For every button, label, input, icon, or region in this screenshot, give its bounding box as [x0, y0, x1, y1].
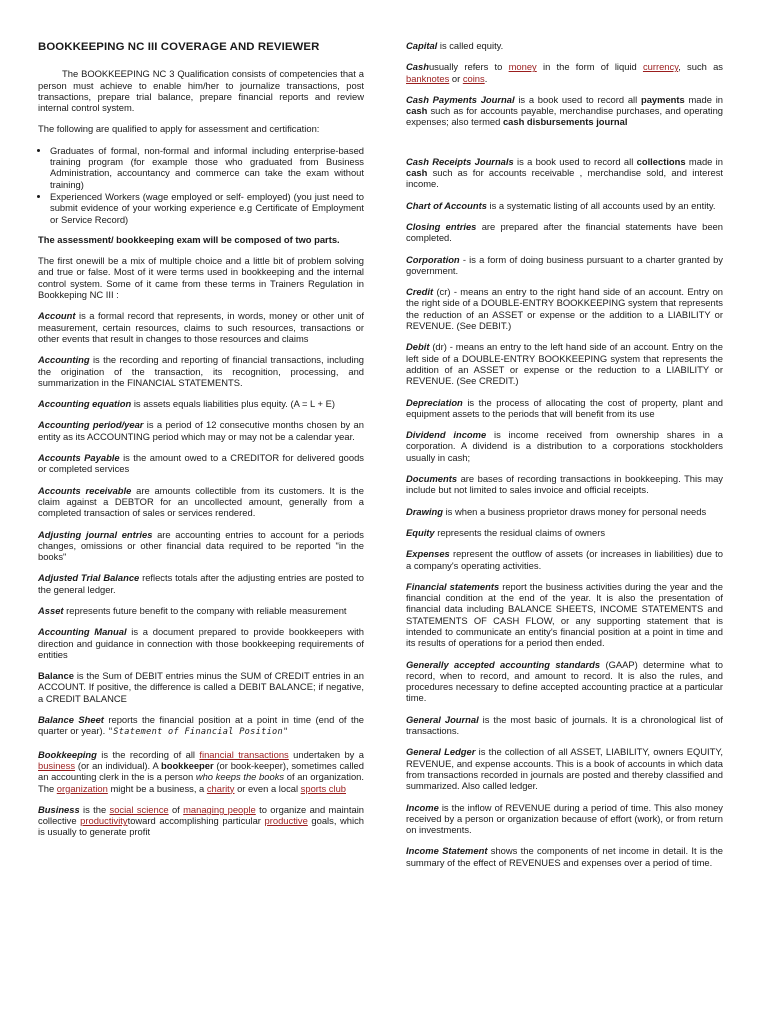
- definition-text: reflects totals after the adjusting entries are posted to the general ledger.: [38, 572, 364, 595]
- link-productivity[interactable]: productivity: [80, 815, 128, 827]
- definition-credit: [406, 286, 723, 331]
- qualified-intro: The following are qualified to apply for assessment and certification:: [38, 123, 320, 135]
- term: Capital: [406, 40, 438, 51]
- term: Accounting equation: [38, 398, 132, 410]
- term: General Journal: [406, 713, 479, 725]
- term: Expenses: [406, 548, 450, 560]
- left-column: [38, 38, 364, 848]
- intro-paragraph: The BOOKKEEPING NC 3 Qualification consists of competencies that a person must achieve to enable him/her to journalize transactions, post transactions, prepare trial balance, prepare financial reports and review internal control system.: [38, 68, 364, 114]
- definition-text: is a book used to record all: [513, 155, 637, 167]
- term: Account: [38, 310, 76, 322]
- definition-documents: [406, 473, 723, 496]
- definition-accounts-payable: [38, 452, 364, 475]
- definition-text: toward accomplishing particular: [127, 815, 265, 827]
- qualified-list: [38, 145, 364, 225]
- definition-text: goals, which is usually to generate profit: [38, 815, 364, 838]
- definition-adjusted-trial-balance: [38, 572, 364, 595]
- link-managing-people[interactable]: managing people: [183, 803, 256, 815]
- definition-text: (or book-keeper), sometimes called an accounting clerk in the is a person: [38, 759, 364, 783]
- definition-accounting: [38, 354, 364, 388]
- definition-text: .: [484, 72, 488, 84]
- term: Accounts Payable: [38, 452, 120, 464]
- definition-text: is the process of allocating the cost of property, plant and equipment assets to the periods that will benefit from its use: [406, 396, 723, 419]
- term: Balance Sheet: [38, 714, 104, 726]
- definition-text: is the most basic of journals. It is a chronological list of transactions.: [406, 713, 723, 737]
- definition-text: is a document prepared to provide bookkeepers with direction and guidance in connection with those bookkeeping requirements of entities: [38, 626, 364, 660]
- definition-text: is the Sum of DEBIT entries minus the SUM of CREDIT entries in an ACCOUNT. If positive, the difference is called a DEBIT BALANCE; if negative, a CREDIT BALANCE: [38, 670, 364, 704]
- term: Accounting Manual: [38, 626, 127, 638]
- definition-text: or even a local: [234, 782, 301, 794]
- bookkeeper-term: bookkeeper: [161, 759, 214, 771]
- definition-text: (or an individual). A: [75, 759, 161, 771]
- definition-text: is the collection of all ASSET, LIABILITY, owners EQUITY, REVENUE, and expense accounts. This is a book of accounts in which data from transactions recorded in journals are posted and thereby classified and summarized. Also called ledger.: [406, 746, 723, 792]
- definition-account: [38, 310, 364, 344]
- definition-general-ledger: [406, 746, 723, 791]
- term: Cash: [406, 61, 429, 73]
- definition-income-statement: [406, 845, 723, 868]
- term: Financial statements: [406, 580, 500, 592]
- definition-text: is income received from ownership shares in a corporation. A dividend is a distribution to a corporations stockholders usually in cash;: [406, 429, 724, 463]
- definition-text: are bases of recording transactions in bookkeeping. This may include but not limited to sales invoice and official receipts.: [406, 473, 723, 496]
- link-sports-club[interactable]: sports club: [300, 782, 347, 794]
- link-financial-transactions[interactable]: financial transactions: [199, 748, 289, 760]
- definition-text: made in: [684, 93, 723, 105]
- definition-text: is called equity.: [437, 40, 504, 51]
- link-money[interactable]: money: [508, 61, 537, 73]
- cash-disbursements-journal-term: cash disbursements journal: [502, 116, 628, 128]
- definition-income: [406, 802, 723, 836]
- term: Bookkeeping: [38, 748, 97, 760]
- link-banknotes[interactable]: banknotes: [406, 72, 450, 84]
- definition-cash-receipts-journals: [406, 156, 723, 190]
- term: Debit: [406, 341, 430, 353]
- term: Dividend income: [406, 429, 487, 441]
- term: Generally accepted accounting standards: [406, 658, 601, 670]
- definition-chart-of-accounts: [406, 200, 723, 211]
- definition-dividend-income: [406, 429, 723, 463]
- definition-text: are prepared after the financial statements have been completed.: [406, 220, 723, 244]
- definition-depreciation: [406, 397, 723, 420]
- collections-word: collections: [636, 155, 686, 167]
- definition-text: is when a business proprietor draws money for personal needs: [442, 505, 707, 517]
- term: Adjusting journal entries: [38, 528, 153, 540]
- definition-text: to organize and maintain collective: [38, 803, 364, 827]
- term: Depreciation: [406, 396, 463, 408]
- definition-closing-entries: [406, 221, 723, 244]
- first-part-paragraph: The first onewill be a mix of multiple choice and a little bit of problem solving and true or false. Most of it were terms used in bookkeeping and the internal control system. Some of it came from these terms in Trainers Regulation in Bookkeping NC III :: [38, 255, 364, 301]
- definition-accounting-equation: [38, 398, 364, 409]
- definition-text: (dr) - means an entry to the left hand side of an account. Entry on the left side of a DOUBLE-ENTRY BOOKKEEPING system that represents the addition of an ASSET or expense or the reduction to a LIABILITY or REVENUE. (See CREDIT.): [406, 341, 723, 387]
- definition-text: might be a business, a: [107, 782, 207, 794]
- definition-text: is the: [79, 803, 110, 815]
- definition-equity: [406, 527, 723, 538]
- term: Drawing: [406, 505, 443, 517]
- definition-text: report the business activities during the year and the financial condition at the end of the year. It is also the presentation of financial data including BALANCE SHEETS, INCOME STATEMENTS and STATEMENTS OF CASH FLOW, or any supporting statement that is intended to communicate an entity's financial position at a point in time and its results of operations for a period then ended.: [406, 580, 723, 649]
- definition-capital: [406, 40, 723, 51]
- definition-balance: [38, 670, 364, 704]
- link-business[interactable]: business: [38, 759, 76, 771]
- document-title: BOOKKEEPING NC III COVERAGE AND REVIEWER: [38, 41, 320, 53]
- definition-text: usually refers to: [428, 61, 509, 73]
- definition-text: undertaken by a: [288, 748, 364, 760]
- term: Income Statement: [406, 845, 488, 857]
- definition-gaap: [406, 659, 723, 704]
- definition-text: , such as: [678, 61, 723, 73]
- keeps-the-books-phrase: who keeps the books: [195, 771, 285, 783]
- term: Income: [406, 801, 439, 813]
- term: Cash Receipts Journals: [406, 155, 514, 167]
- definition-text: - is a form of doing business pursuant to a charter granted by government.: [406, 253, 723, 276]
- definition-corporation: [406, 254, 723, 277]
- definition-text: is a formal record that represents, in words, money or other unit of measurement, certain resources, claims to such resources, transactions or other events that result in changes to those resources and claims: [38, 310, 364, 344]
- balance-sheet-quote: "Statement of Financial Position": [107, 727, 289, 738]
- definition-text: are amounts collectible from its customers. It is the claim against a DEBTOR for an uncollected amount, generally from a completed transaction of sales or services rendered.: [38, 484, 364, 519]
- definition-text: is the recording of all: [96, 748, 200, 760]
- definition-cash-payments-journal: [406, 94, 723, 128]
- term: Corporation: [406, 253, 460, 265]
- definition-text: represents the residual claims of owners: [434, 526, 606, 538]
- definition-cash: [406, 61, 723, 84]
- definition-general-journal: [406, 714, 723, 737]
- definition-text: in the form of liquid: [536, 61, 643, 73]
- definition-text: is the inflow of REVENUE during a period of time. This also money received by a person or organization because of effort (work), or from return on investments.: [406, 801, 723, 836]
- cash-word: cash: [406, 105, 428, 117]
- definition-balance-sheet: [38, 714, 364, 739]
- term: Asset: [38, 604, 64, 616]
- definition-text: reports the financial position at a point in time (end of the quarter or year).: [38, 714, 364, 737]
- link-social-science[interactable]: social science: [109, 803, 169, 815]
- definition-text: shows the components of net income in detail. It is the summary of the effect of REVENUES and expenses over a period of time.: [406, 845, 724, 868]
- term: Accounting period/year: [38, 419, 144, 431]
- definition-expenses: [406, 548, 723, 571]
- term: Accounting: [38, 354, 90, 366]
- definition-text: represent the outflow of assets (or increases in liabilities) due to a company's operating activities.: [406, 548, 723, 571]
- definition-text: represents future benefit to the company with reliable measurement: [63, 604, 347, 616]
- list-item: • Experienced Workers (wage employed or self- employed) (you just need to submit evidence of your working experience e.g Certificate of Employment or Service Record): [50, 191, 364, 225]
- definition-text: is a systematic listing of all accounts used by an entity.: [486, 199, 716, 211]
- link-organization[interactable]: organization: [56, 782, 108, 794]
- link-currency[interactable]: currency: [642, 61, 679, 73]
- definition-text: of: [168, 803, 184, 815]
- definition-asset: [38, 605, 364, 616]
- term: Equity: [406, 526, 435, 538]
- definition-financial-statements: [406, 581, 723, 649]
- definition-text: or: [449, 72, 463, 84]
- term: Cash Payments Journal: [406, 93, 515, 105]
- definition-text: made in: [685, 155, 723, 167]
- definition-text: (cr) - means an entry to the right hand side of an account. Entry on the right side of a DOUBLE-ENTRY BOOKKEEPING system that represents the reduction of an ASSET or expense or the addition to a LIABILITY or REVENUE. (See DEBIT.): [406, 286, 723, 332]
- cash-word: cash: [406, 167, 428, 179]
- definition-text: is assets equals liabilities plus equity. (A = L + E): [131, 398, 335, 410]
- term: Business: [38, 803, 80, 815]
- definition-text: is the amount owed to a CREDITOR for delivered goods or completed services: [38, 452, 364, 475]
- term: Balance: [38, 670, 74, 682]
- definition-drawing: [406, 506, 723, 517]
- term: Documents: [406, 473, 458, 485]
- list-item: • Graduates of formal, non-formal and informal including enterprise-based training program (for example those who graduated from Business Administration, accountancy and commerce can take the exam without training): [50, 145, 364, 190]
- definition-business: [38, 804, 364, 838]
- link-coins[interactable]: coins: [462, 72, 485, 84]
- link-productive[interactable]: productive: [264, 815, 308, 827]
- definition-debit: [406, 341, 723, 386]
- definition-accounting-manual: [38, 626, 364, 660]
- term: Chart of Accounts: [406, 199, 487, 211]
- right-column: [406, 40, 723, 878]
- term: Adjusted Trial Balance: [38, 572, 140, 584]
- payments-word: payments: [640, 93, 685, 105]
- definition-text: is a period of 12 consecutive months chosen by an entity as its ACCOUNTING period which may or may not be a calendar year.: [38, 419, 364, 442]
- definition-bookkeeping: [38, 749, 364, 794]
- definition-text: is a book used to record all: [514, 93, 641, 105]
- definition-text: such as for accounts receivable , merchandise sold, and interest income.: [406, 167, 723, 190]
- exam-parts-heading: The assessment/ bookkeeping exam will be composed of two parts.: [38, 233, 340, 245]
- definition-adjusting-entries: [38, 529, 364, 563]
- definition-text: (GAAP) determine what to record, when to record, and amount to record. It is also the rules, and procedures necessary to define accepted accounting practice at a particular time.: [406, 658, 724, 704]
- link-charity[interactable]: charity: [206, 782, 235, 794]
- term: Closing entries: [406, 220, 477, 232]
- definition-accounts-receivable: [38, 485, 364, 519]
- definition-text: such as for accounts payable, merchandise purchases, and operating expenses; also termed: [406, 105, 723, 128]
- term: General Ledger: [406, 746, 476, 758]
- definition-text: of an organization. The: [38, 771, 364, 794]
- definition-text: are accounting entries to account for a periods changes, omissions or other financial data required to be reported "in the books": [38, 528, 364, 563]
- definition-accounting-period: [38, 419, 364, 442]
- definition-text: is the recording and reporting of financial transactions, including the origination of the transaction, its recognition, processing, and summarization in the FINANCIAL STATEMENTS.: [38, 354, 364, 388]
- term: Credit: [406, 286, 434, 298]
- term: Accounts receivable: [38, 484, 132, 496]
